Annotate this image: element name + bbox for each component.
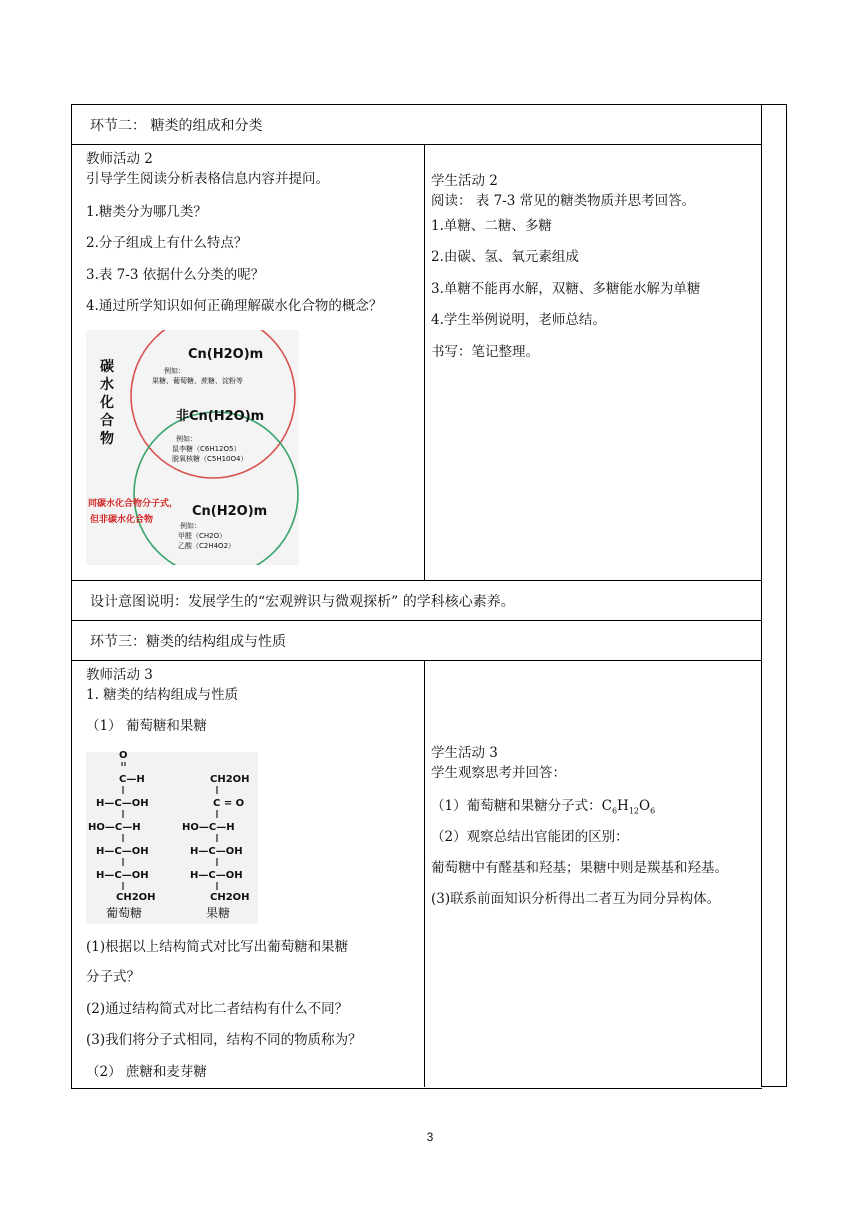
table-right-margin-column xyxy=(761,104,787,1087)
student-answer: 3.单糖不能再水解，双糖、多糖能水解为单糖 xyxy=(431,281,701,297)
venn-top-example-title: 例如： xyxy=(164,367,185,375)
glucose-atom: H—C—OH xyxy=(96,846,149,857)
venn-top-formula: Cn(H2O)m xyxy=(188,347,264,362)
venn-red-note-1: 同碳水化合物分子式， xyxy=(88,499,179,509)
student-answer-3-2: （2）观察总结出官能团的区别： xyxy=(431,829,629,845)
formula-element: C xyxy=(601,798,612,814)
side-label-char: 化 xyxy=(100,395,114,411)
side-label-char: 物 xyxy=(100,431,114,447)
page-number: 3 xyxy=(426,1130,434,1144)
glucose-atom: O xyxy=(119,750,128,761)
carbohydrate-venn-figure xyxy=(86,330,299,565)
venn-bottom-example-2: 乙酸（C2H4O2） xyxy=(178,542,236,550)
glucose-atom: HO—C—H xyxy=(88,822,141,833)
fructose-atom: CH2OH xyxy=(210,892,250,903)
student-answer: 4.学生举例说明，老师总结。 xyxy=(431,312,606,328)
teacher-activity-2-title: 教师活动 2 xyxy=(86,151,153,167)
student-answer-3-1 xyxy=(431,797,655,821)
student-activity-2-title: 学生活动 2 xyxy=(431,173,498,189)
table-rule xyxy=(71,660,761,661)
venn-middle-formula: 非Cn(H2O)m xyxy=(176,409,265,424)
teacher-activity-3-title: 教师活动 3 xyxy=(86,667,153,683)
venn-bottom-example-1: 甲醛（CH2O） xyxy=(178,532,227,540)
student-activity-3-title: 学生活动 3 xyxy=(431,745,498,761)
glucose-atom: H—C—OH xyxy=(96,798,149,809)
formula-element: O xyxy=(639,798,651,814)
venn-bottom-example-title: 例如： xyxy=(180,522,201,530)
teacher-question-3d: (3)我们将分子式相同，结构不同的物质称为？ xyxy=(86,1032,362,1048)
glucose-fructose-structures xyxy=(86,752,258,924)
formula-subscript: 6 xyxy=(611,806,618,816)
column-divider xyxy=(424,144,425,580)
answer-prefix: （1）葡萄糖和果糖分子式： xyxy=(431,798,602,814)
teacher-question: 1.糖类分为哪几类？ xyxy=(86,204,207,220)
fructose-atom: CH2OH xyxy=(210,774,250,785)
student-activity-2-intro: 阅读： 表 7-3 常见的糖类物质并思考回答。 xyxy=(431,193,696,209)
teacher-activity-3-line1: 1. 糖类的结构组成与性质 xyxy=(86,687,239,703)
teacher-activity-2-intro: 引导学生阅读分析表格信息内容并提问。 xyxy=(86,171,329,187)
fructose-atom: H—C—OH xyxy=(190,846,243,857)
formula-element: H xyxy=(617,798,629,814)
table-rule xyxy=(71,144,761,145)
venn-bottom-formula: Cn(H2O)m xyxy=(192,504,268,519)
glucose-label: 葡萄糖 xyxy=(106,906,143,920)
teacher-question: 3.表 7-3 依据什么分类的呢？ xyxy=(86,267,265,283)
table-rule xyxy=(71,580,761,581)
table-rule xyxy=(71,620,761,621)
student-answer: 2.由碳、氢、氧元素组成 xyxy=(431,249,579,265)
teacher-question-3c: (2)通过结构简式对比二者结构有什么不同？ xyxy=(86,1001,349,1017)
glucose-atom: C—H xyxy=(119,774,145,785)
teacher-question-3b: 分子式？ xyxy=(86,969,140,985)
venn-middle-example-1: 鼠李糖（C6H12O5） xyxy=(172,445,241,453)
design-intent-note: 设计意图说明：发展学生的“宏观辨识与微观探析” 的学科核心素养。 xyxy=(90,594,515,610)
fructose-atom: H—C—OH xyxy=(190,870,243,881)
formula-subscript: 12 xyxy=(628,806,639,816)
fructose-atom: C = O xyxy=(213,798,245,809)
teacher-question: 4.通过所学知识如何正确理解碳水化合物的概念？ xyxy=(86,298,383,314)
teacher-question-3a: (1)根据以上结构简式对比写出葡萄糖和果糖 xyxy=(86,939,349,955)
column-divider xyxy=(424,660,425,1087)
side-label-char: 合 xyxy=(100,413,114,429)
venn-middle-example-2: 脱氧核糖（C5H10O4） xyxy=(172,455,248,463)
teacher-activity-3-line2: （1） 葡萄糖和果糖 xyxy=(86,718,207,734)
glucose-atom: CH2OH xyxy=(116,892,156,903)
fructose-atom: HO—C—H xyxy=(182,822,235,833)
glucose-atom: H—C—OH xyxy=(96,870,149,881)
section-2-header: 环节二： 糖类的组成和分类 xyxy=(90,118,263,134)
venn-top-example: 果糖、葡萄糖、蔗糖、淀粉等 xyxy=(152,377,243,385)
student-answer-3-4: (3)联系前面知识分析得出二者互为同分异构体。 xyxy=(431,891,721,907)
fructose-label: 果糖 xyxy=(206,906,231,920)
venn-side-label xyxy=(100,358,118,448)
student-answer: 1.单糖、二糖、多糖 xyxy=(431,218,552,234)
student-answer-3-3: 葡萄糖中有醛基和羟基；果糖中则是羰基和羟基。 xyxy=(431,860,728,876)
teacher-question: 2.分子组成上有什么特点？ xyxy=(86,235,248,251)
venn-red-note-2: 但非碳水化合物 xyxy=(90,515,154,525)
student-note: 书写：笔记整理。 xyxy=(431,344,539,360)
student-activity-3-intro: 学生观察思考并回答： xyxy=(431,765,566,781)
teacher-activity-3-line3: （2） 蔗糖和麦芽糖 xyxy=(86,1064,207,1080)
side-label-char: 水 xyxy=(100,377,114,393)
venn-middle-example-title: 例如： xyxy=(176,435,197,443)
side-label-char: 碳 xyxy=(100,359,114,375)
section-3-header: 环节三：糖类的结构组成与性质 xyxy=(90,634,286,650)
formula-subscript: 6 xyxy=(650,806,656,816)
